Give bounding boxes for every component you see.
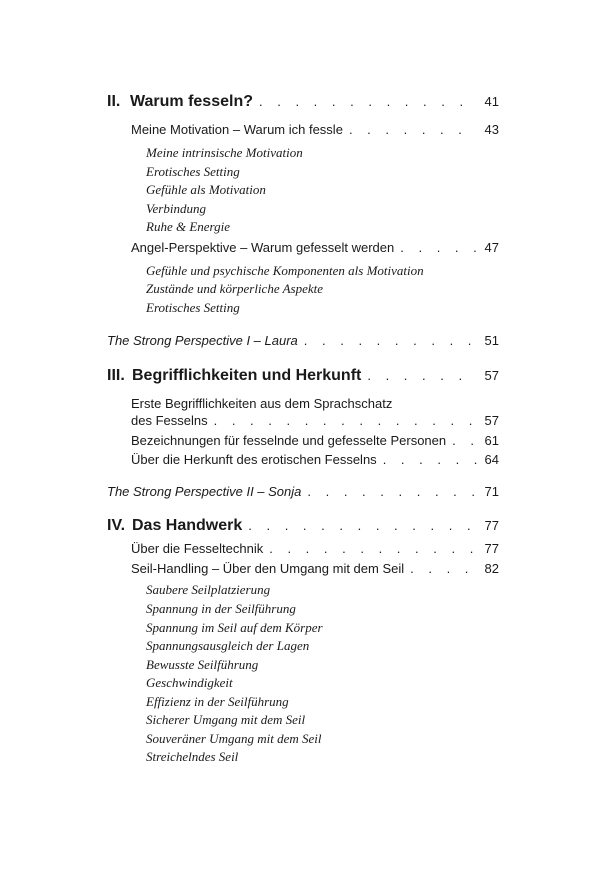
- section-entry: [131, 541, 499, 556]
- section-title: Über die Fesseltechnik: [131, 541, 264, 556]
- section-entry: [131, 433, 499, 448]
- leader-dots: [367, 368, 477, 383]
- subsection-entry: Spannung im Seil auf dem Körper: [146, 620, 323, 635]
- chapter-title: Das Handwerk: [132, 517, 243, 534]
- section-title: Meine Motivation – Warum ich fessle: [131, 122, 343, 137]
- page-number: 57: [484, 368, 499, 383]
- leader-dots: [248, 518, 477, 533]
- chapter-number: III.: [107, 367, 125, 384]
- section-title: Bezeichnungen für fesselnde und gefesselte Personen: [131, 433, 447, 448]
- subsection-entry: Spannungsausgleich der Lagen: [146, 638, 310, 653]
- perspective-entry: [107, 484, 499, 499]
- leader-dots: [307, 484, 477, 499]
- page-number: 64: [484, 452, 499, 467]
- subsection-entry: Sicherer Umgang mit dem Seil: [146, 712, 306, 727]
- subsection-entry: Gefühle als Motivation: [146, 182, 266, 197]
- chapter-title: Begrifflichkeiten und Herkunft: [132, 367, 362, 384]
- subsection-entry: Verbindung: [146, 201, 206, 216]
- perspective-entry: [107, 333, 499, 348]
- chapter-title: Warum fesseln?: [130, 93, 253, 110]
- section-entry: [131, 122, 499, 137]
- chapter-3-heading: [107, 367, 499, 385]
- leader-dots: [400, 240, 477, 255]
- subsection-entry: Effizienz in der Seilführung: [146, 694, 289, 709]
- page-number: 47: [484, 240, 499, 255]
- subsection-entry: Zustände und körperliche Aspekte: [146, 281, 324, 296]
- section-entry: [131, 240, 499, 255]
- leader-dots: [269, 541, 477, 556]
- subsection-entry: Erotisches Setting: [146, 164, 240, 179]
- leader-dots: [410, 561, 477, 576]
- subsection-entry: Spannung in der Seilführung: [146, 601, 296, 616]
- leader-dots: [259, 94, 477, 109]
- page-number: 51: [484, 333, 499, 348]
- chapter-2-heading: [107, 93, 499, 111]
- section-entry: [131, 561, 499, 576]
- page-number: 71: [484, 484, 499, 499]
- leader-dots: [214, 413, 477, 428]
- chapter-number: IV.: [107, 517, 126, 534]
- section-entry: [131, 413, 499, 428]
- leader-dots: [304, 333, 477, 348]
- subsection-entry: Gefühle und psychische Komponenten als Motivation: [146, 263, 424, 278]
- section-title: Über die Herkunft des erotischen Fesselns: [131, 452, 377, 467]
- subsection-entry: Souveräner Umgang mit dem Seil: [146, 731, 322, 746]
- subsection-entry: Geschwindigkeit: [146, 675, 233, 690]
- page-number: 77: [484, 518, 499, 533]
- subsection-entry: Bewusste Seilführung: [146, 657, 259, 672]
- subsection-entry: Ruhe & Energie: [146, 219, 230, 234]
- page-number: 43: [484, 122, 499, 137]
- leader-dots: [349, 122, 477, 137]
- subsection-entry: Erotisches Setting: [146, 300, 240, 315]
- subsection-entry: Streichelndes Seil: [146, 749, 239, 764]
- section-title-line1: Erste Begrifflichkeiten aus dem Sprachschatz: [131, 396, 393, 411]
- section-title-line2: des Fesselns: [131, 413, 208, 428]
- perspective-title: The Strong Perspective II – Sonja: [107, 484, 302, 499]
- perspective-title: The Strong Perspective I – Laura: [107, 333, 298, 348]
- section-title: Seil-Handling – Über den Umgang mit dem Seil: [131, 561, 405, 576]
- section-title: Angel-Perspektive – Warum gefesselt werden: [131, 240, 395, 255]
- subsection-entry: Meine intrinsische Motivation: [146, 145, 303, 160]
- leader-dots: [452, 433, 477, 448]
- leader-dots: [383, 452, 477, 467]
- subsection-entry: Saubere Seilplatzierung: [146, 582, 271, 597]
- page-number: 77: [484, 541, 499, 556]
- page-number: 61: [484, 433, 499, 448]
- chapter-number: II.: [107, 93, 121, 110]
- page-number: 41: [484, 94, 499, 109]
- page-number: 82: [484, 561, 499, 576]
- page-number: 57: [484, 413, 499, 428]
- section-entry: [131, 452, 499, 467]
- chapter-4-heading: [107, 517, 499, 535]
